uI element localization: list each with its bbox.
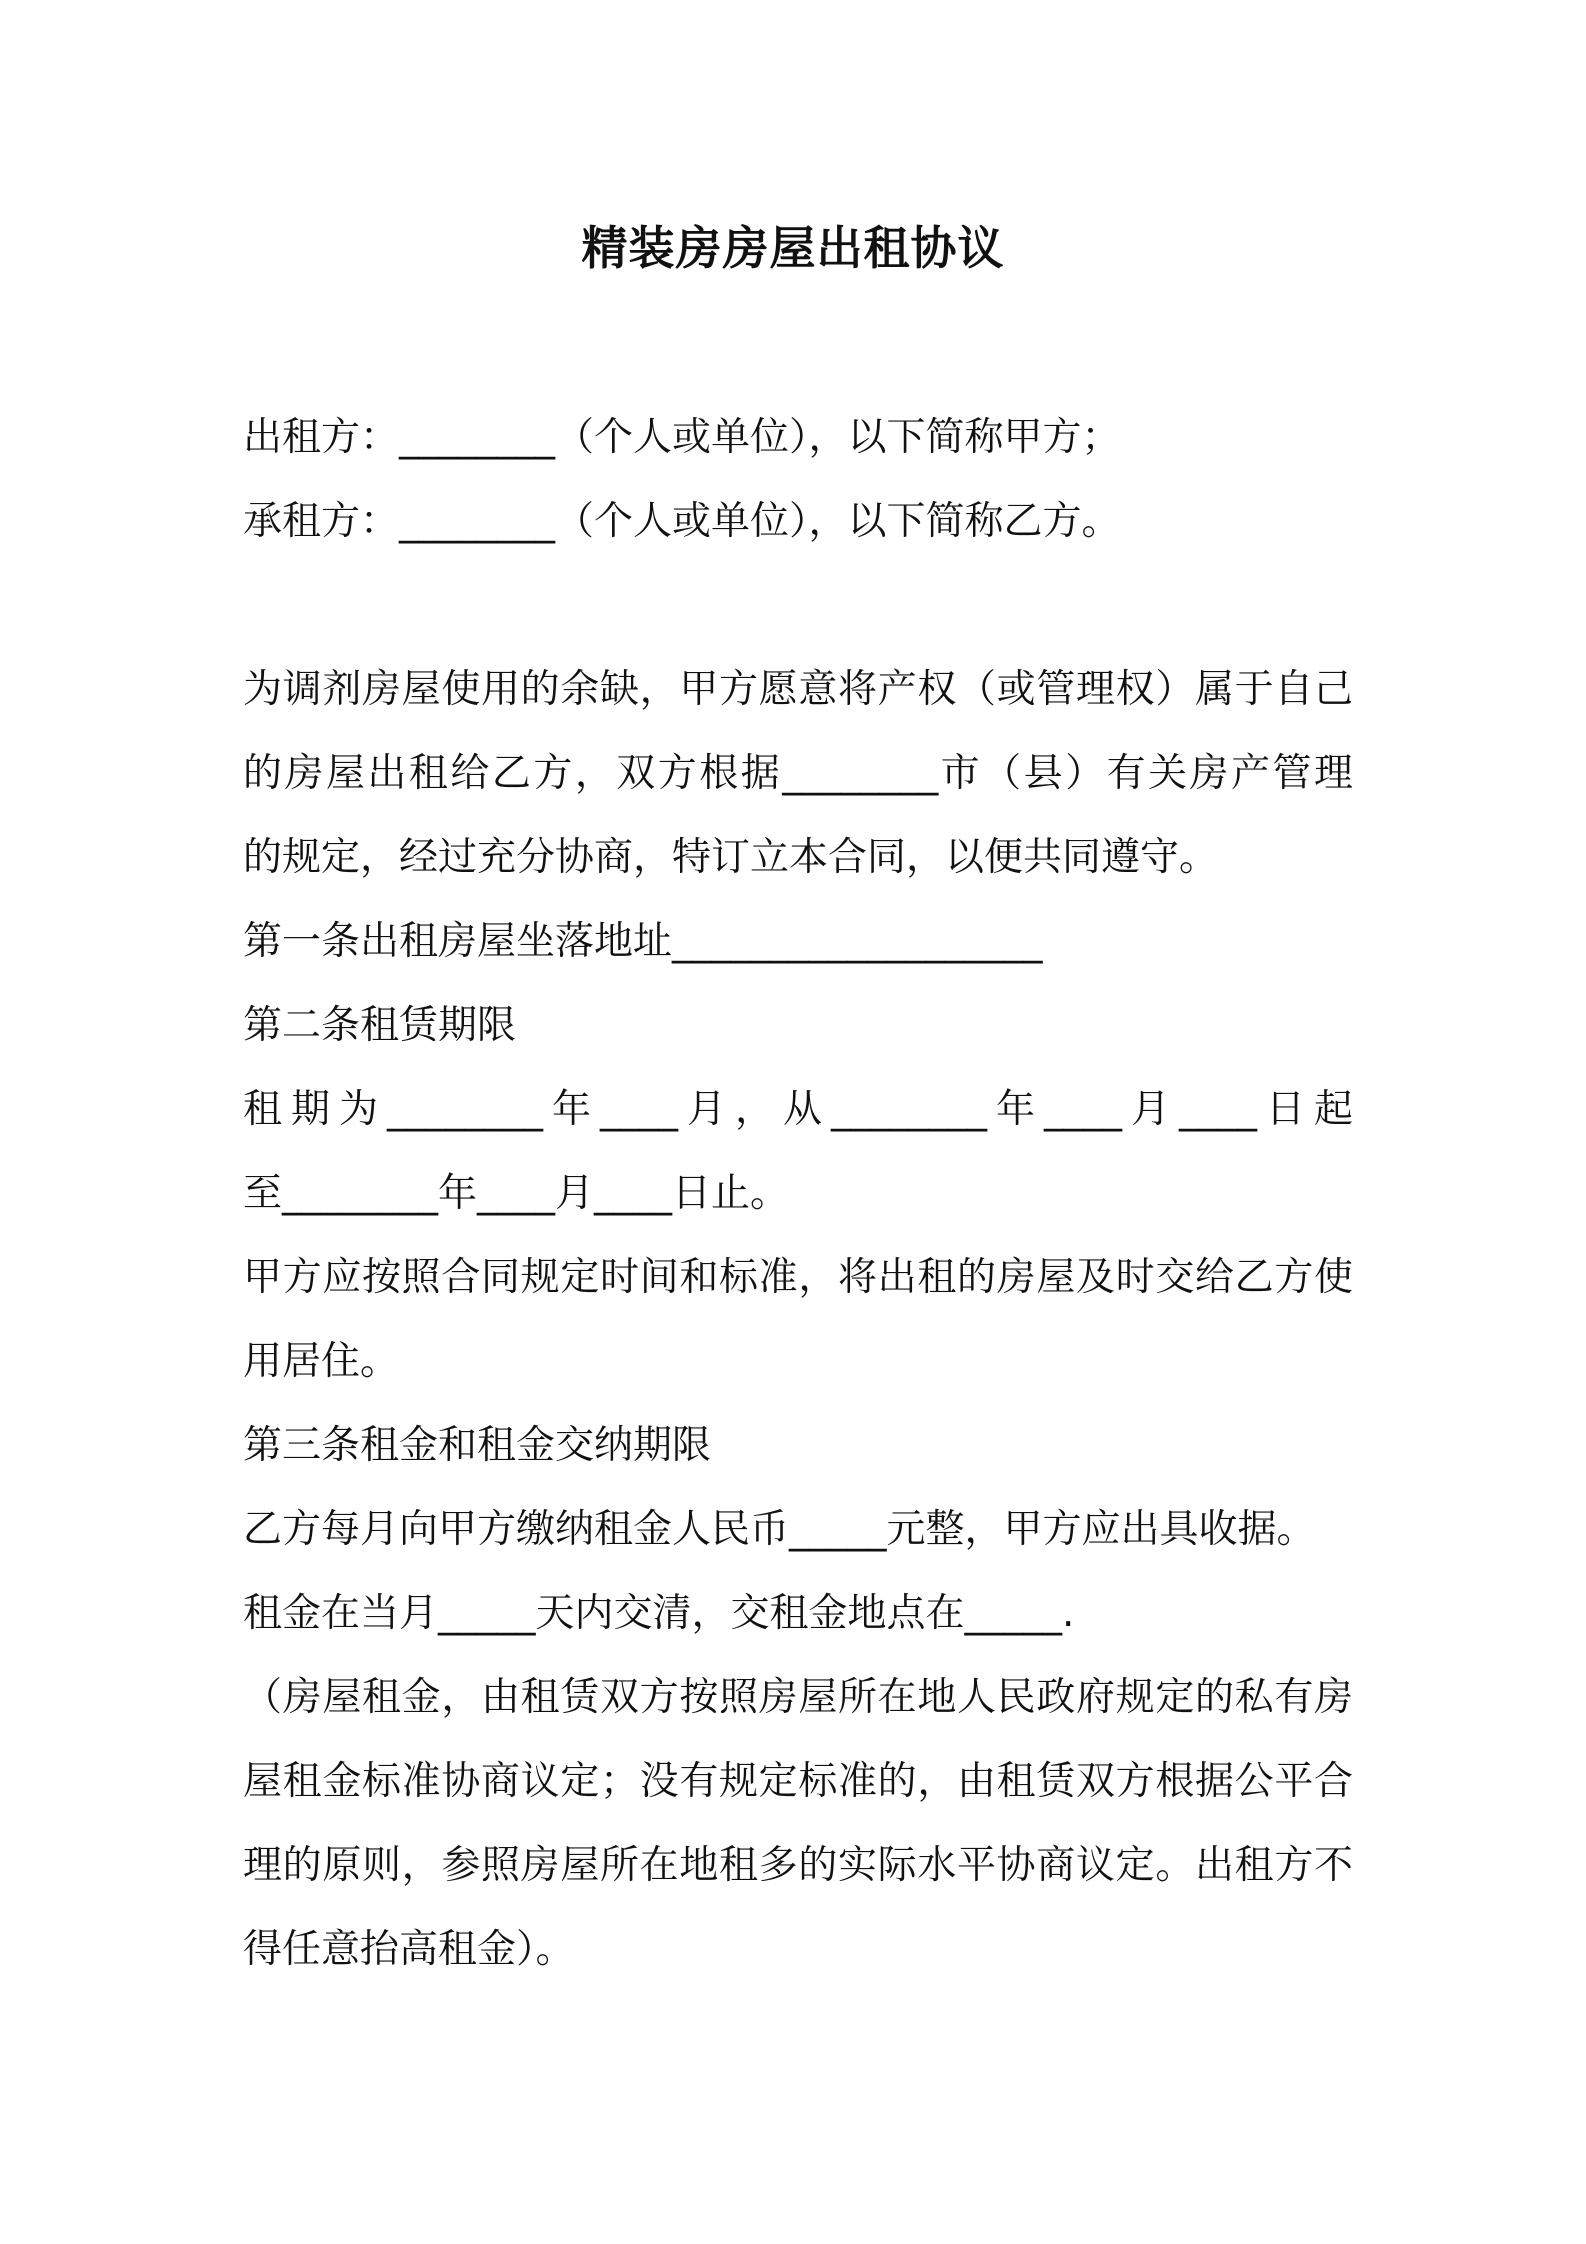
article-3-heading: 第三条租金和租金交纳期限 [243,1423,712,1468]
lessee-line: 承租方：________（个人或单位），以下简称乙方。 [243,499,1121,544]
document-title: 精装房房屋出租协议 [581,221,1005,275]
body-line: 租金在当月_____天内交清，交租金地点在_____. [243,1591,1075,1636]
body-line: 理的原则，参照房屋所在地租多的实际水平协商议定。出租方不 [243,1843,1353,1888]
body-line: 的房屋出租给乙方，双方根据________市（县）有关房产管理 [243,751,1353,796]
body-line: 至________年____月____日止。 [243,1171,790,1216]
party-block [243,396,1353,564]
agreement-body [243,648,1353,1992]
body-line: 得任意抬高租金）。 [243,1927,575,1972]
body-line: 甲方应按照合同规定时间和标准，将出租的房屋及时交给乙方使 [243,1255,1353,1300]
body-line: 屋租金标准协商议定；没有规定标准的，由租赁双方根据公平合 [243,1759,1353,1804]
body-line: 的规定，经过充分协商，特订立本合同，以便共同遵守。 [243,835,1219,880]
body-line: 租期为________年____月，从________年____月____日起 [243,1087,1353,1132]
body-line: （房屋租金，由租赁双方按照房屋所在地人民政府规定的私有房 [243,1675,1353,1720]
article-1-heading: 第一条出租房屋坐落地址___________________ [243,919,1043,964]
body-line: 乙方每月向甲方缴纳租金人民币_____元整，甲方应出具收据。 [243,1507,1316,1552]
body-line: 为调剂房屋使用的余缺，甲方愿意将产权（或管理权）属于自己 [243,667,1353,712]
lessor-line: 出租方：________（个人或单位），以下简称甲方； [243,415,1121,460]
article-2-heading: 第二条租赁期限 [243,1003,517,1048]
body-line: 用居住。 [243,1339,400,1384]
